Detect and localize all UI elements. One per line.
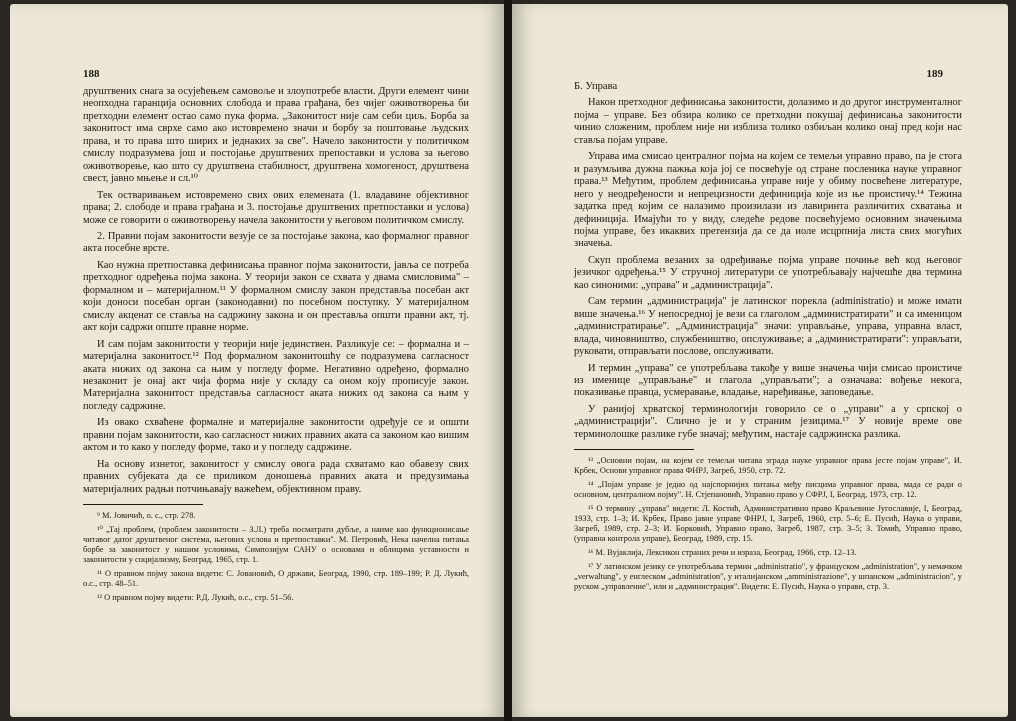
paragraph: 2. Правни појам законитости везује се за постојање закона, као формалног правног акта посебне врсте. xyxy=(83,230,469,255)
footnote-divider xyxy=(83,504,203,505)
footnote: ¹⁵ О термину „управа" видети: Л. Костић, Административно право Краљевине Југославије, I, Београд, 1933, стр. 1–3; И. Крбек, Право јавне управе ФНРЈ, I, Загреб, 1960, стр. 5–6; Е. Пусић, Наука о управи, Загреб, 1989, стр. 2–3; И. Борковић, Управно право, Загреб, 1987, стр. 3–5; З. Томић, Управно право, (управна контрола управе), Београд, 1989, стр. 15. xyxy=(574,504,962,544)
page-body xyxy=(574,81,962,596)
footnote: ¹³ „Основни појам, на којем се темељи читава зграда науке управног права јесте појам управе", И. Крбек, Основи управног права ФНРЈ, Загреб, 1950, стр. 72. xyxy=(574,456,962,476)
page-number: 189 xyxy=(926,68,943,80)
right-page xyxy=(512,4,1008,717)
footnote: ¹⁰ „Тај проблем, (проблем законитости – З.Л.) треба посматрати дубље, а наиме као функционисање читавог датог друштвеног система, његових услова и претпоставки". М. Петровић, Нека начелна питања борбе за законитост у нашим условима, Симпозијум САНУ о основама и облицима уставности и законитости у социјализму, Београд, 1965, стр. 1. xyxy=(83,525,469,565)
paragraph: Као нужна претпоставка дефинисања правног појма законитости, јавља се потреба претходног одређења појма закона. У теорији закон се схвата у двама смисловима" – формалном и – материјалном.¹¹ У формалном смислу закон представља посебан акт који доноси посебан орган (законодавни) по посебном поступку. У материјалном смислу акценат се ставља на садржину закона и он преставља општи правни акт, тј. акт који садржи опште правне норме. xyxy=(83,259,469,334)
left-page xyxy=(10,4,504,717)
footnote-divider xyxy=(574,449,694,450)
page-number: 188 xyxy=(83,68,100,80)
paragraph: друштвених снага за осујећењем самовоље и злоупотребе власти. Други елемент чини неопходна гаранција основних слобода и права грађана, без чијег оживотворења би претходни елемент остао само пука форма. „Законитост није сам себи циљ. Борба за законитост има сврхе само ако истовремено значи и борбу за поштовање људских права, и то права што ширих и једнаких за све". Начело законитости у политичком смислу подразумева још и постојање друштвених препоставки и услова за његово оживотворење, као што су друштвена стабилност, друштвена хомогеност, друштвена свест, јавно мњење и сл.¹⁰ xyxy=(83,86,469,185)
footnote: ¹⁴ „Појам управе је једно од најспорнијих питања међу писцима управног права, мада се ради о основном, централном појму". Н. Стјепановић, Управно право у СФРЈ, I, Београд, 1973, стр. 12. xyxy=(574,480,962,500)
footnote: ¹⁷ У латинском језику се употребљава термин „administratio", у француском „administration", у немачком „verwaltung", у енглеском „administration", у италијанском „amministrazione", у шпанском „administracion", у руском „управление", или и „администрация". Видети: Е. Пусић, Наука о управи, стр. 3. xyxy=(574,562,962,592)
paragraph: У ранијој хрватској терминологији говорило се о „управи" а у српској о „администрацији". Слично је и у страним језицима.¹⁷ У новије време ове терминолошке разлике губе значај; међутим, настаје садржинска разлика. xyxy=(574,403,962,440)
paragraph: Скуп проблема везаних за одређивање појма управе почиње већ код његовог језичког одређења.¹⁵ У стручној литератури се употребљавају најчешће два термина као синоними: „управа" и „администрација". xyxy=(574,254,962,291)
footnote: ⁹ М. Јовичић, о. с., стр. 278. xyxy=(97,511,196,521)
paragraph: На основу изнетог, законитост у смислу овога рада схватамо као обавезу свих правних субјеката да се приликом доношења правних аката и предузимања материјалних радњи потчињавају важећем, објективном праву. xyxy=(83,458,469,495)
paragraph: Из овако схваћене формалне и материјалне законитости одређује се и општи правни појам законитости, као сагласност нижих правних аката са законом као вишим актом и то како у погледу форме, тако и у погледу садржине. xyxy=(83,417,469,454)
section-heading: Б. Управа xyxy=(574,81,618,92)
paragraph: И термин „управа" се употребљава такође у више значења чији смисао проистиче из именице „управљање" и глагола „управљати"; а означава: вођење некога, показивање правца, усмеравање, владање, наређивање, заповедање. xyxy=(574,362,962,399)
paragraph: Сам термин „администрација" је латинског порекла (administratio) и може имати више значења.¹⁶ У непосредној је вези са глаголом „администратирати" и са именицом „администратирање". „Администрација" значи: управљање, управа, управна власт, влада, чиновништво, службеништво, опслуживање; а „администратирати": управљати, руковати, отправљати послове, опслуживати. xyxy=(574,296,962,358)
footnote: ¹⁶ М. Вујаклија, Лексикон страних речи и израза, Београд, 1966, стр. 12–13. xyxy=(588,548,857,558)
paragraph: Тек остваривањем истовремено свих ових елемената (1. владавине објективног права; 2. слободе и права грађана и 3. постојање друштвених претпоставки и услова) може се говорити о оживотворењу начела законитости у његовом политичком смислу. xyxy=(83,189,469,226)
paragraph: Након претходног дефинисања законитости, долазимо и до другог инструменталног појма – управе. Без обзира колико се претходни покушај дефинисања законитости чинио сложеним, проблем није ни изблиза толико озбиљан колико онај пред који нас ставља појам управе. xyxy=(574,97,962,146)
paragraph: И сам појам законитости у теорији није јединствен. Разликује се: – формална и – материјална законитост.¹² Под формалном законитошћу се подразумева сагласност аката нижих од закона са њим у погледу форме. Негативно одређено, формално незаконит је онај акт чија форма није у складу са оном коју прописује закон. Материјална законитост представља сагласност аката нижих од закона са њим у погледу садржине. xyxy=(83,338,469,412)
book-gutter xyxy=(504,0,512,721)
footnote: ¹² О правном појму видети: Р.Д. Лукић, о.с., стр. 51–56. xyxy=(97,593,294,603)
footnote: ¹¹ О правном појму закона видети: С. Јовановић, О држави, Београд, 1990, стр. 189–199; Р. Д. Лукић, о.с., стр. 48–51. xyxy=(83,569,469,589)
paragraph: Управа има смисао централног појма на којем се темељи управно право, па је стога и разумљива дужна пажња која јој се посвећује од стране посленика науке управног права.¹³ Међутим, проблем дефинисања управе није у обиму посвећене литературе, него у неодређености и непрецизности дефиниција које из ње проистичу.¹⁴ Тежина задатка пред којим се налазимо произилази из лавиринта различитих схватања и дефиниција. Имајући то у виду, следеће редове посвећујемо основним значењима појма управе, без икаквих претензија да се да иоле исцрпнија листа свих могућих значења. xyxy=(574,151,962,250)
page-body xyxy=(83,86,469,607)
